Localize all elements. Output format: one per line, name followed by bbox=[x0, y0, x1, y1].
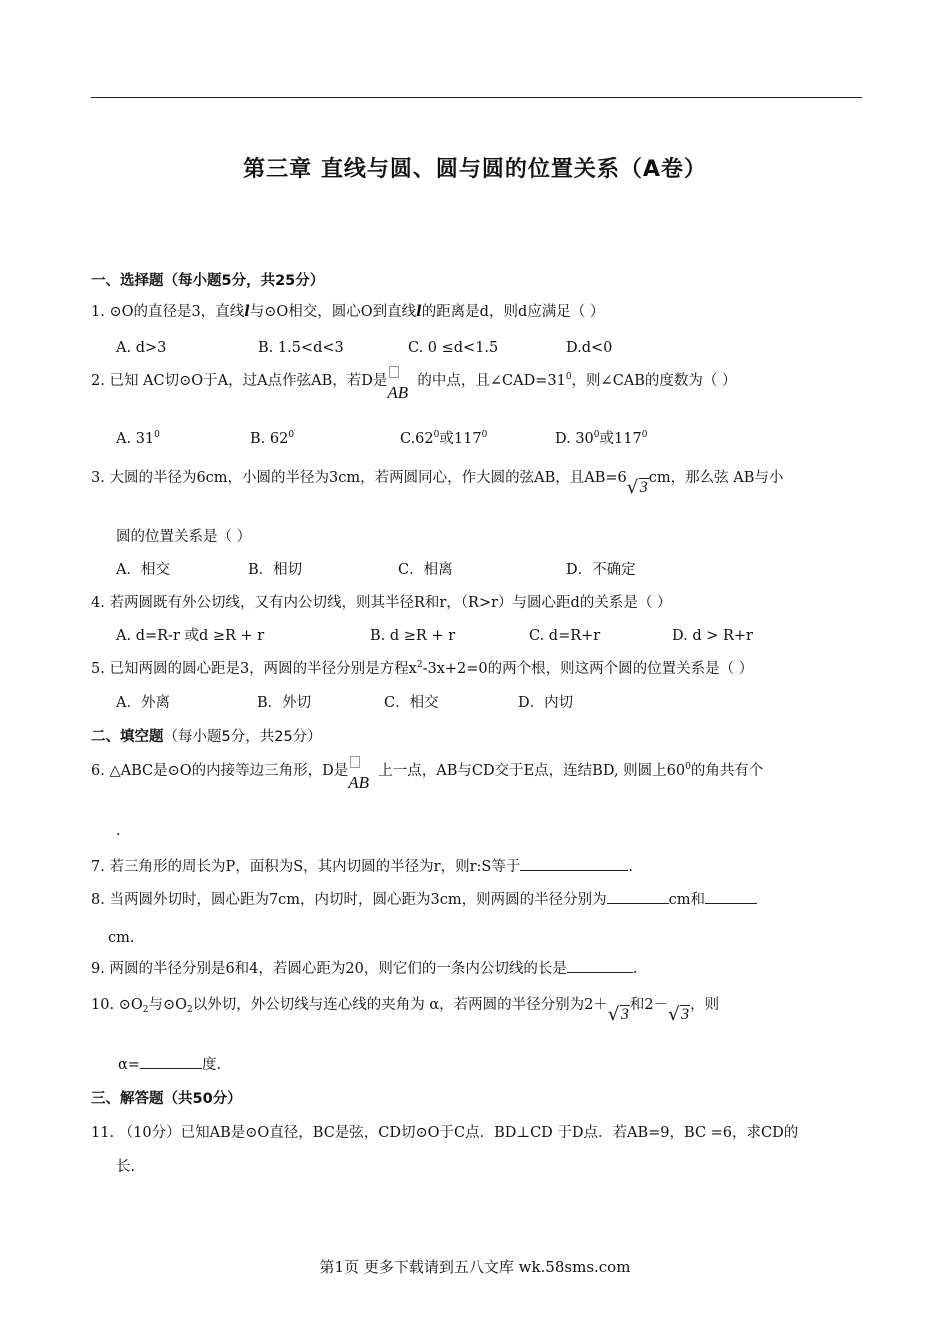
q1-option-a: A. d>3 bbox=[116, 340, 167, 356]
q10-answer-blank[interactable] bbox=[140, 1054, 202, 1069]
question-4: 4. 若两圆既有外公切线，又有内公切线，则其半径R和r，（R>r）与圆心距d的关系是（ ） bbox=[91, 595, 672, 611]
q8-answer-blank-2[interactable] bbox=[705, 889, 757, 904]
page-footer: 第1页 更多下载请到五八文库 wk.58sms.com bbox=[319, 1258, 631, 1276]
section-choice-heading bbox=[91, 270, 324, 292]
q10-text-b: 与⊙O bbox=[148, 997, 187, 1013]
sqrt-icon: √ bbox=[668, 1004, 680, 1025]
q8-line-2: cm. bbox=[108, 930, 135, 946]
q4-option-a: A. d=R-r 或d ≥R + r bbox=[116, 628, 265, 644]
q4-option-b: B. d ≥R + r bbox=[370, 628, 456, 644]
q5-option-a: A．外离 bbox=[116, 695, 170, 711]
q2-opt-a-text: A. 31 bbox=[116, 431, 155, 447]
q10-line-2 bbox=[118, 1054, 221, 1076]
q3-option-c: C．相离 bbox=[398, 562, 453, 578]
q2-opt-c-text: C.62 bbox=[400, 431, 434, 447]
question-3 bbox=[91, 467, 784, 498]
q2-opt-d-degree2: 0 bbox=[641, 430, 648, 440]
q10-sqrt-1-value: 3 bbox=[620, 1006, 629, 1023]
arc-symbol-icon bbox=[389, 366, 399, 378]
q2-text-c: ，则∠CAB的度数为（ ） bbox=[571, 373, 737, 389]
q10-sub-2: 2 bbox=[187, 1005, 193, 1015]
q11-line-2: 长. bbox=[116, 1159, 136, 1175]
q6-text-a: 6. △ABC是⊙O的内接等边三角形，D是 bbox=[91, 763, 349, 779]
q5-text-a: 5. 已知两圆的圆心距是3，两圆的半径分别是方程x bbox=[91, 661, 417, 677]
section-fill-note: （每小题5分，共25分） bbox=[163, 729, 322, 745]
q1-line-l2: l bbox=[416, 303, 422, 320]
sqrt-icon: √ bbox=[626, 477, 639, 498]
q10-alpha: α= bbox=[118, 1057, 140, 1073]
q9-text: 9. 两圆的半径分别是6和4，若圆心距为20，则它们的一条内公切线的长是 bbox=[91, 961, 567, 977]
q2-opt-d-degree: 0 bbox=[593, 430, 600, 440]
question-10 bbox=[91, 994, 720, 1025]
q2-option-b bbox=[250, 428, 294, 450]
q5-text-b: -3x+2=0的两个根，则这两个圆的位置关系是（ ） bbox=[422, 661, 754, 677]
q5-option-b: B．外切 bbox=[257, 695, 312, 711]
q7-end: . bbox=[628, 859, 633, 875]
q3-option-d: D．不确定 bbox=[566, 562, 636, 578]
q10-text-d: 和2－ bbox=[629, 997, 669, 1013]
q2-opt-c-degree2: 0 bbox=[481, 430, 488, 440]
q6-arc-ab bbox=[348, 760, 378, 792]
q10-sqrt-2-value: 3 bbox=[681, 1006, 690, 1023]
q1-option-d: D.d<0 bbox=[566, 340, 613, 356]
section-choice-title: 一、选择题 bbox=[91, 273, 164, 289]
question-1 bbox=[91, 301, 604, 323]
q2-opt-b-degree: 0 bbox=[288, 430, 295, 440]
q2-opt-a-degree: 0 bbox=[154, 430, 160, 440]
q3-line-2: 圆的位置关系是（ ） bbox=[116, 529, 252, 545]
q1-text-b: 与⊙O相交，圆心O到直线 bbox=[249, 304, 417, 320]
question-6 bbox=[91, 760, 764, 792]
q6-degree: 0 bbox=[685, 762, 691, 772]
q2-option-c bbox=[400, 428, 487, 450]
q7-answer-blank[interactable] bbox=[520, 856, 628, 871]
q10-sqrt-2 bbox=[668, 1004, 690, 1026]
q4-option-c: C. d=R+r bbox=[529, 628, 601, 644]
q1-text-c: 的距离是d，则d应满足（ ） bbox=[421, 304, 605, 320]
question-9 bbox=[91, 958, 637, 980]
q3-option-a: A．相交 bbox=[116, 562, 170, 578]
section-solve-heading: 三、解答题（共50分） bbox=[91, 1091, 242, 1107]
q5-exponent: 2 bbox=[416, 660, 423, 670]
q8-answer-blank-1[interactable] bbox=[607, 889, 669, 904]
sqrt-icon: √ bbox=[607, 1004, 620, 1025]
q6-line-2: . bbox=[116, 823, 121, 839]
q5-option-c: C．相交 bbox=[384, 695, 439, 711]
q10-sqrt-1 bbox=[608, 1004, 630, 1026]
q2-opt-c-degree: 0 bbox=[433, 430, 440, 440]
q3-sqrt-value: 3 bbox=[639, 479, 648, 496]
q10-text-a: 10. ⊙O bbox=[91, 997, 143, 1013]
q2-text-a: 2. 已知 AC切⊙O于A，过A点作弦AB，若D是 bbox=[91, 373, 388, 389]
header-rule bbox=[91, 97, 862, 98]
section-fill-title: 二、填空题 bbox=[91, 729, 164, 745]
q1-line-l: l bbox=[244, 303, 250, 320]
q6-arc-label: AB bbox=[348, 773, 370, 792]
section-choice-note: （每小题5分，共25分） bbox=[163, 273, 325, 289]
question-7 bbox=[91, 856, 633, 878]
q10-text-c: 以外切，外公切线与连心线的夹角为 α，若两圆的半径分别为2＋ bbox=[192, 997, 608, 1013]
q9-answer-blank[interactable] bbox=[567, 958, 633, 973]
question-5 bbox=[91, 658, 753, 680]
q2-degree: 0 bbox=[565, 372, 572, 382]
q2-opt-b-text: B. 62 bbox=[250, 431, 289, 447]
arc-symbol-icon bbox=[350, 756, 360, 768]
q1-text-a: 1. ⊙O的直径是3，直线 bbox=[91, 304, 245, 320]
page-title: 第三章 直线与圆、圆与圆的位置关系（A卷） bbox=[243, 157, 707, 182]
q2-arc-label: AB bbox=[387, 383, 409, 402]
q2-opt-c-mid: 或117 bbox=[439, 431, 482, 447]
q3-sqrt bbox=[627, 477, 649, 499]
q2-opt-d-mid: 或117 bbox=[599, 431, 642, 447]
q3-text-a: 3. 大圆的半径为6cm，小圆的半径为3cm，若两圆同心，作大圆的弦AB，且AB=6 bbox=[91, 470, 627, 486]
q6-text-b: 上一点，AB与CD交于E点，连结BD, 则圆上60 bbox=[378, 763, 686, 779]
q3-text-b: cm，那么弦 AB与小 bbox=[648, 470, 784, 486]
q7-text: 7. 若三角形的周长为P，面积为S，其内切圆的半径为r，则r:S等于 bbox=[91, 859, 521, 875]
q1-option-b: B. 1.5<d<3 bbox=[258, 340, 344, 356]
q2-text-b: 的中点，且∠CAD=31 bbox=[417, 373, 566, 389]
q2-opt-d-text: D. 30 bbox=[555, 431, 594, 447]
q4-option-d: D. d > R+r bbox=[672, 628, 753, 644]
q2-option-a bbox=[116, 428, 160, 450]
q2-option-d bbox=[555, 428, 647, 450]
q1-option-c: C. 0 ≤d<1.5 bbox=[408, 340, 499, 356]
q8-mid: cm和 bbox=[668, 892, 706, 908]
section-fill-heading bbox=[91, 726, 322, 748]
q10-sub-1: 2 bbox=[142, 1005, 149, 1015]
q6-text-c: 的角共有个 bbox=[690, 763, 764, 779]
q10-unit: 度. bbox=[201, 1057, 222, 1073]
q8-text: 8. 当两圆外切时，圆心距为7cm，内切时，圆心距为3cm，则两圆的半径分别为 bbox=[91, 892, 607, 908]
question-11: 11. （10分）已知AB是⊙O直径，BC是弦，CD切⊙O于C点．BD⊥CD 于D点．若AB=9，BC =6，求CD的 bbox=[91, 1125, 799, 1141]
question-8 bbox=[91, 889, 757, 911]
q3-option-b: B．相切 bbox=[248, 562, 303, 578]
q2-arc-ab bbox=[387, 370, 417, 402]
q9-end: . bbox=[632, 961, 638, 977]
q10-text-e: ，则 bbox=[690, 997, 720, 1013]
q5-option-d: D．内切 bbox=[518, 695, 574, 711]
question-2 bbox=[91, 370, 737, 402]
